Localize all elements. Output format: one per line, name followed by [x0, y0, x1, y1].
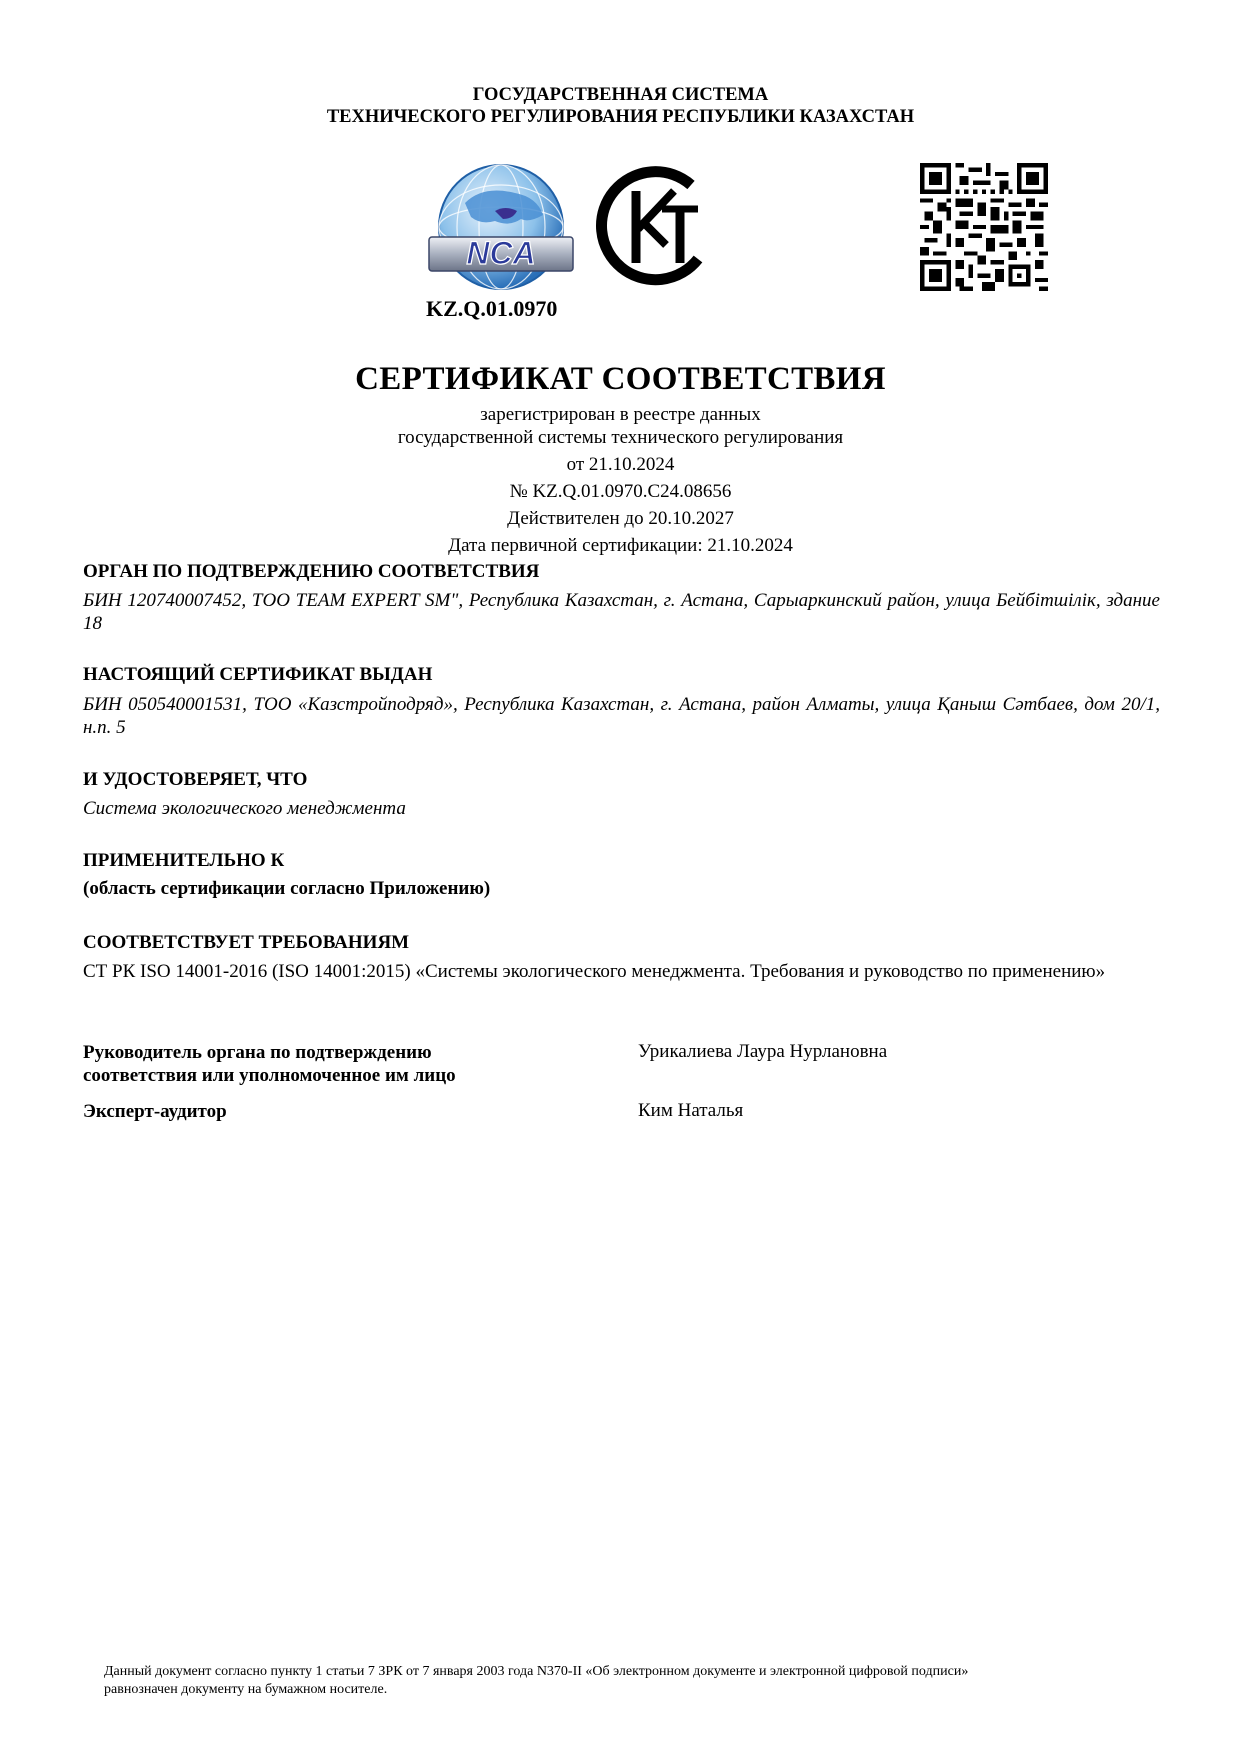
header-line-2: ТЕХНИЧЕСКОГО РЕГУЛИРОВАНИЯ РЕСПУБЛИКИ КАЗАХСТАН — [326, 107, 915, 127]
primary-certification-date: Дата первичной сертификации: 21.10.2024 — [448, 535, 793, 556]
register-line-2: государственной системы технического регулирования — [397, 427, 844, 448]
kz-conformity-mark-icon — [594, 163, 718, 287]
certificate-title: СЕРТИФИКАТ СООТВЕТСТВИЯ — [355, 361, 886, 397]
issued-to-text: БИН 050540001531, ТОО «Казстройподряд», Республика Казахстан, г. Астана, район Алматы, улица Қаныш Сәтбаев, дом 20/1, н.п. 5 — [83, 694, 1160, 738]
applicable-heading: ПРИМЕНИТЕЛЬНО К — [83, 850, 285, 871]
conformity-body-text: БИН 120740007452, ТОО TEAM EXPERT SM", Республика Казахстан, г. Астана, Сарыаркинский район, улица Бейбітшілік, здание 18 — [83, 590, 1160, 634]
nca-logo-text: NCA — [466, 235, 536, 271]
header-line-1: ГОСУДАРСТВЕННАЯ СИСТЕМА — [472, 85, 769, 105]
nca-logo-icon — [425, 163, 577, 303]
valid-until: Действителен до 20.10.2027 — [507, 508, 734, 529]
register-line-1: зарегистрирован в реестре данных — [480, 404, 761, 425]
auditor-label: Эксперт-аудитор — [83, 1101, 227, 1122]
head-name: Урикалиева Лаура Нурлановна — [638, 1041, 888, 1062]
issued-to-heading: НАСТОЯЩИЙ СЕРТИФИКАТ ВЫДАН — [83, 664, 433, 685]
auditor-name: Ким Наталья — [638, 1100, 744, 1121]
head-label-line-1: Руководитель органа по подтверждению — [83, 1042, 432, 1063]
requirements-heading: СООТВЕТСТВУЕТ ТРЕБОВАНИЯМ — [83, 932, 410, 953]
footer-line-1: Данный документ согласно пункту 1 статьи 7 ЗРК от 7 января 2003 года N370-II «Об электронном документе и электронной цифровой подписи» — [104, 1664, 969, 1679]
footer-line-2: равнозначен документу на бумажном носителе. — [104, 1682, 388, 1697]
certifies-heading: И УДОСТОВЕРЯЕТ, ЧТО — [83, 769, 308, 790]
head-label-line-2: соответствия или уполномоченное им лицо — [83, 1065, 456, 1086]
accreditation-number: KZ.Q.01.0970 — [426, 296, 558, 321]
qr-code-icon — [920, 163, 1048, 291]
certifies-text: Система экологического менеджмента — [83, 798, 406, 819]
certificate-number: № KZ.Q.01.0970.C24.08656 — [509, 481, 732, 502]
requirements-text: СТ РК ISO 14001-2016 (ISO 14001:2015) «Системы экологического менеджмента. Требования и руководство по применению» — [83, 961, 1106, 982]
conformity-body-heading: ОРГАН ПО ПОДТВЕРЖДЕНИЮ СООТВЕТСТВИЯ — [83, 561, 540, 582]
applicable-subheading: (область сертификации согласно Приложению) — [83, 878, 491, 899]
registration-date: от 21.10.2024 — [566, 454, 675, 475]
